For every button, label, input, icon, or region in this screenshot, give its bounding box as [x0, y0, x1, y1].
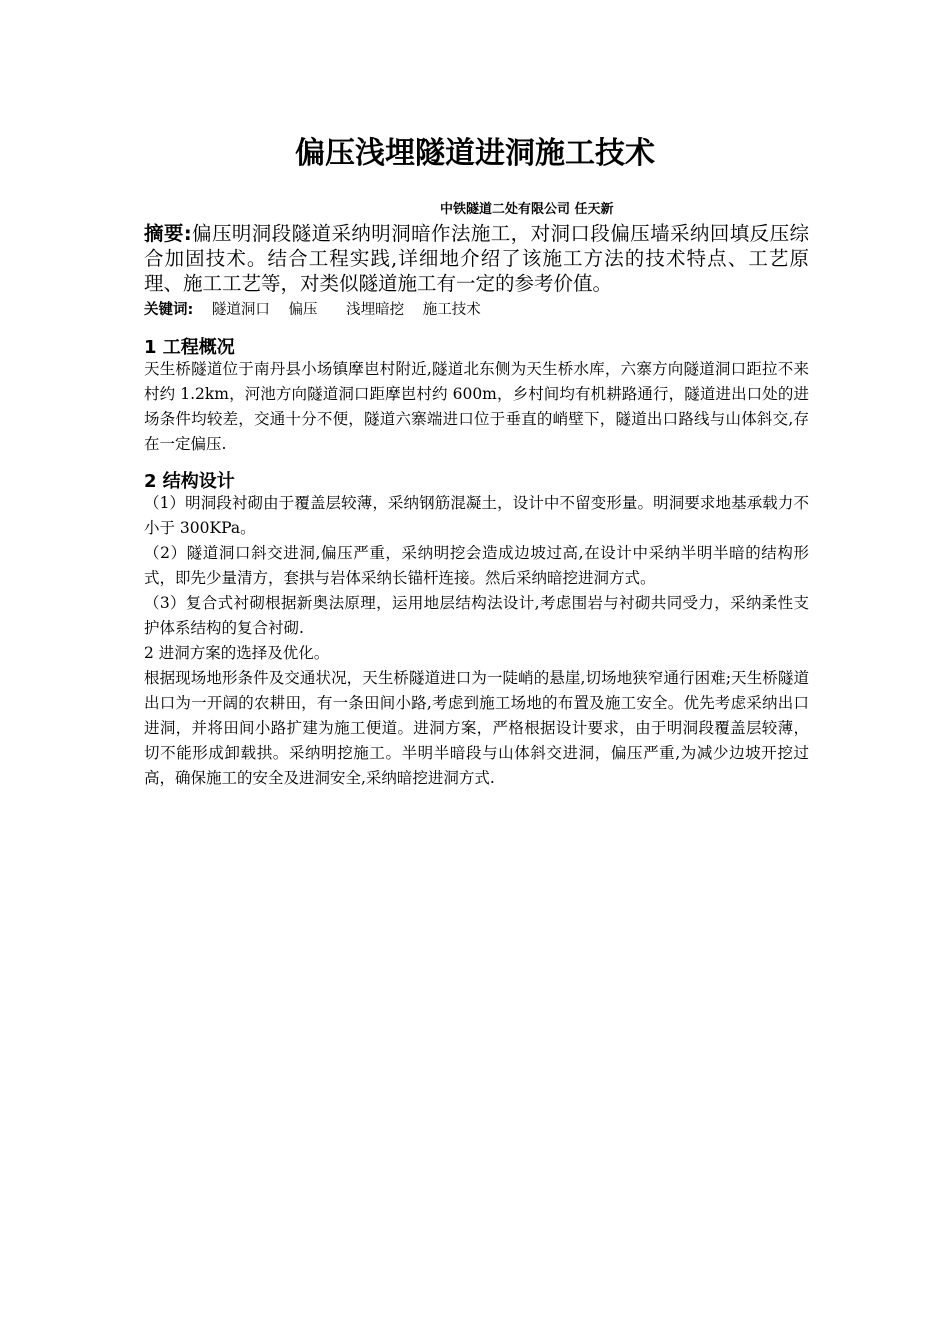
abstract-label: 摘要:	[144, 222, 192, 245]
section-2-item: （1）明洞段衬砌由于覆盖层较薄，采纳钢筋混凝土，设计中不留变形量。明洞要求地基承载力不小于 300KPa。	[144, 494, 809, 537]
keyword-item: 施工技术	[422, 302, 481, 318]
keywords-label: 关键词:	[144, 302, 194, 318]
section-1-paragraph: 天生桥隧道位于南丹县小场镇摩岜村附近,隧道北东侧为天生桥水库，六寨方向隧道洞口距拉不来村约 1.2km，河池方向隧道洞口距摩岜村约 600m，乡村间均有机耕路通行，隧道进出口处的进场条件均较差，交通十分不便，隧道六寨端进口位于垂直的峭壁下，隧道出口路线与山体斜交,存在一定偏压.	[144, 360, 809, 453]
abstract	[144, 221, 809, 296]
keyword-item: 浅埋暗挖	[346, 302, 405, 318]
section-heading-1: 1 工程概况	[144, 337, 235, 358]
section-heading-3: 2 进洞方案的选择及优化。	[144, 644, 330, 662]
section-2-item: （3）复合式衬砌根据新奥法原理，运用地层结构法设计,考虑围岩与衬砌共同受力，采纳柔性支护体系结构的复合衬砌.	[144, 594, 809, 637]
abstract-text: 偏压明洞段隧道采纳明洞暗作法施工，对洞口段偏压墙采纳回填反压综合加固技术。结合工程实践,详细地介绍了该施工方法的技术特点、工艺原理、施工工艺等，对类似隧道施工有一定的参考价值。	[144, 222, 809, 295]
document-title: 偏压浅埋隧道进洞施工技术	[295, 136, 655, 171]
keywords-line	[144, 299, 481, 321]
author-line: 中铁隧道二处有限公司 任天新	[440, 202, 614, 217]
keyword-item: 隧道洞口	[211, 302, 270, 318]
section-3-paragraph: 根据现场地形条件及交通状况，天生桥隧道进口为一陡峭的悬崖,切场地狭窄通行困难;天生桥隧道出口为一开阔的农耕田，有一条田间小路,考虑到施工场地的布置及施工安全。优先考虑采纳出口进洞，并将田间小路扩建为施工便道。进洞方案，严格根据设计要求，由于明洞段覆盖层较薄，切不能形成卸载拱。采纳明挖施工。半明半暗段与山体斜交进洞，偏压严重,为减少边坡开挖过高，确保施工的安全及进洞安全,采纳暗挖进洞方式.	[144, 669, 809, 787]
keyword-item: 偏压	[288, 302, 318, 318]
section-heading-2: 2 结构设计	[144, 471, 235, 492]
section-2-item: （2）隧道洞口斜交进洞,偏压严重，采纳明挖会造成边坡过高,在设计中采纳半明半暗的结构形式，即先少量清方，套拱与岩体采纳长锚杆连接。然后采纳暗挖进洞方式。	[144, 544, 809, 587]
